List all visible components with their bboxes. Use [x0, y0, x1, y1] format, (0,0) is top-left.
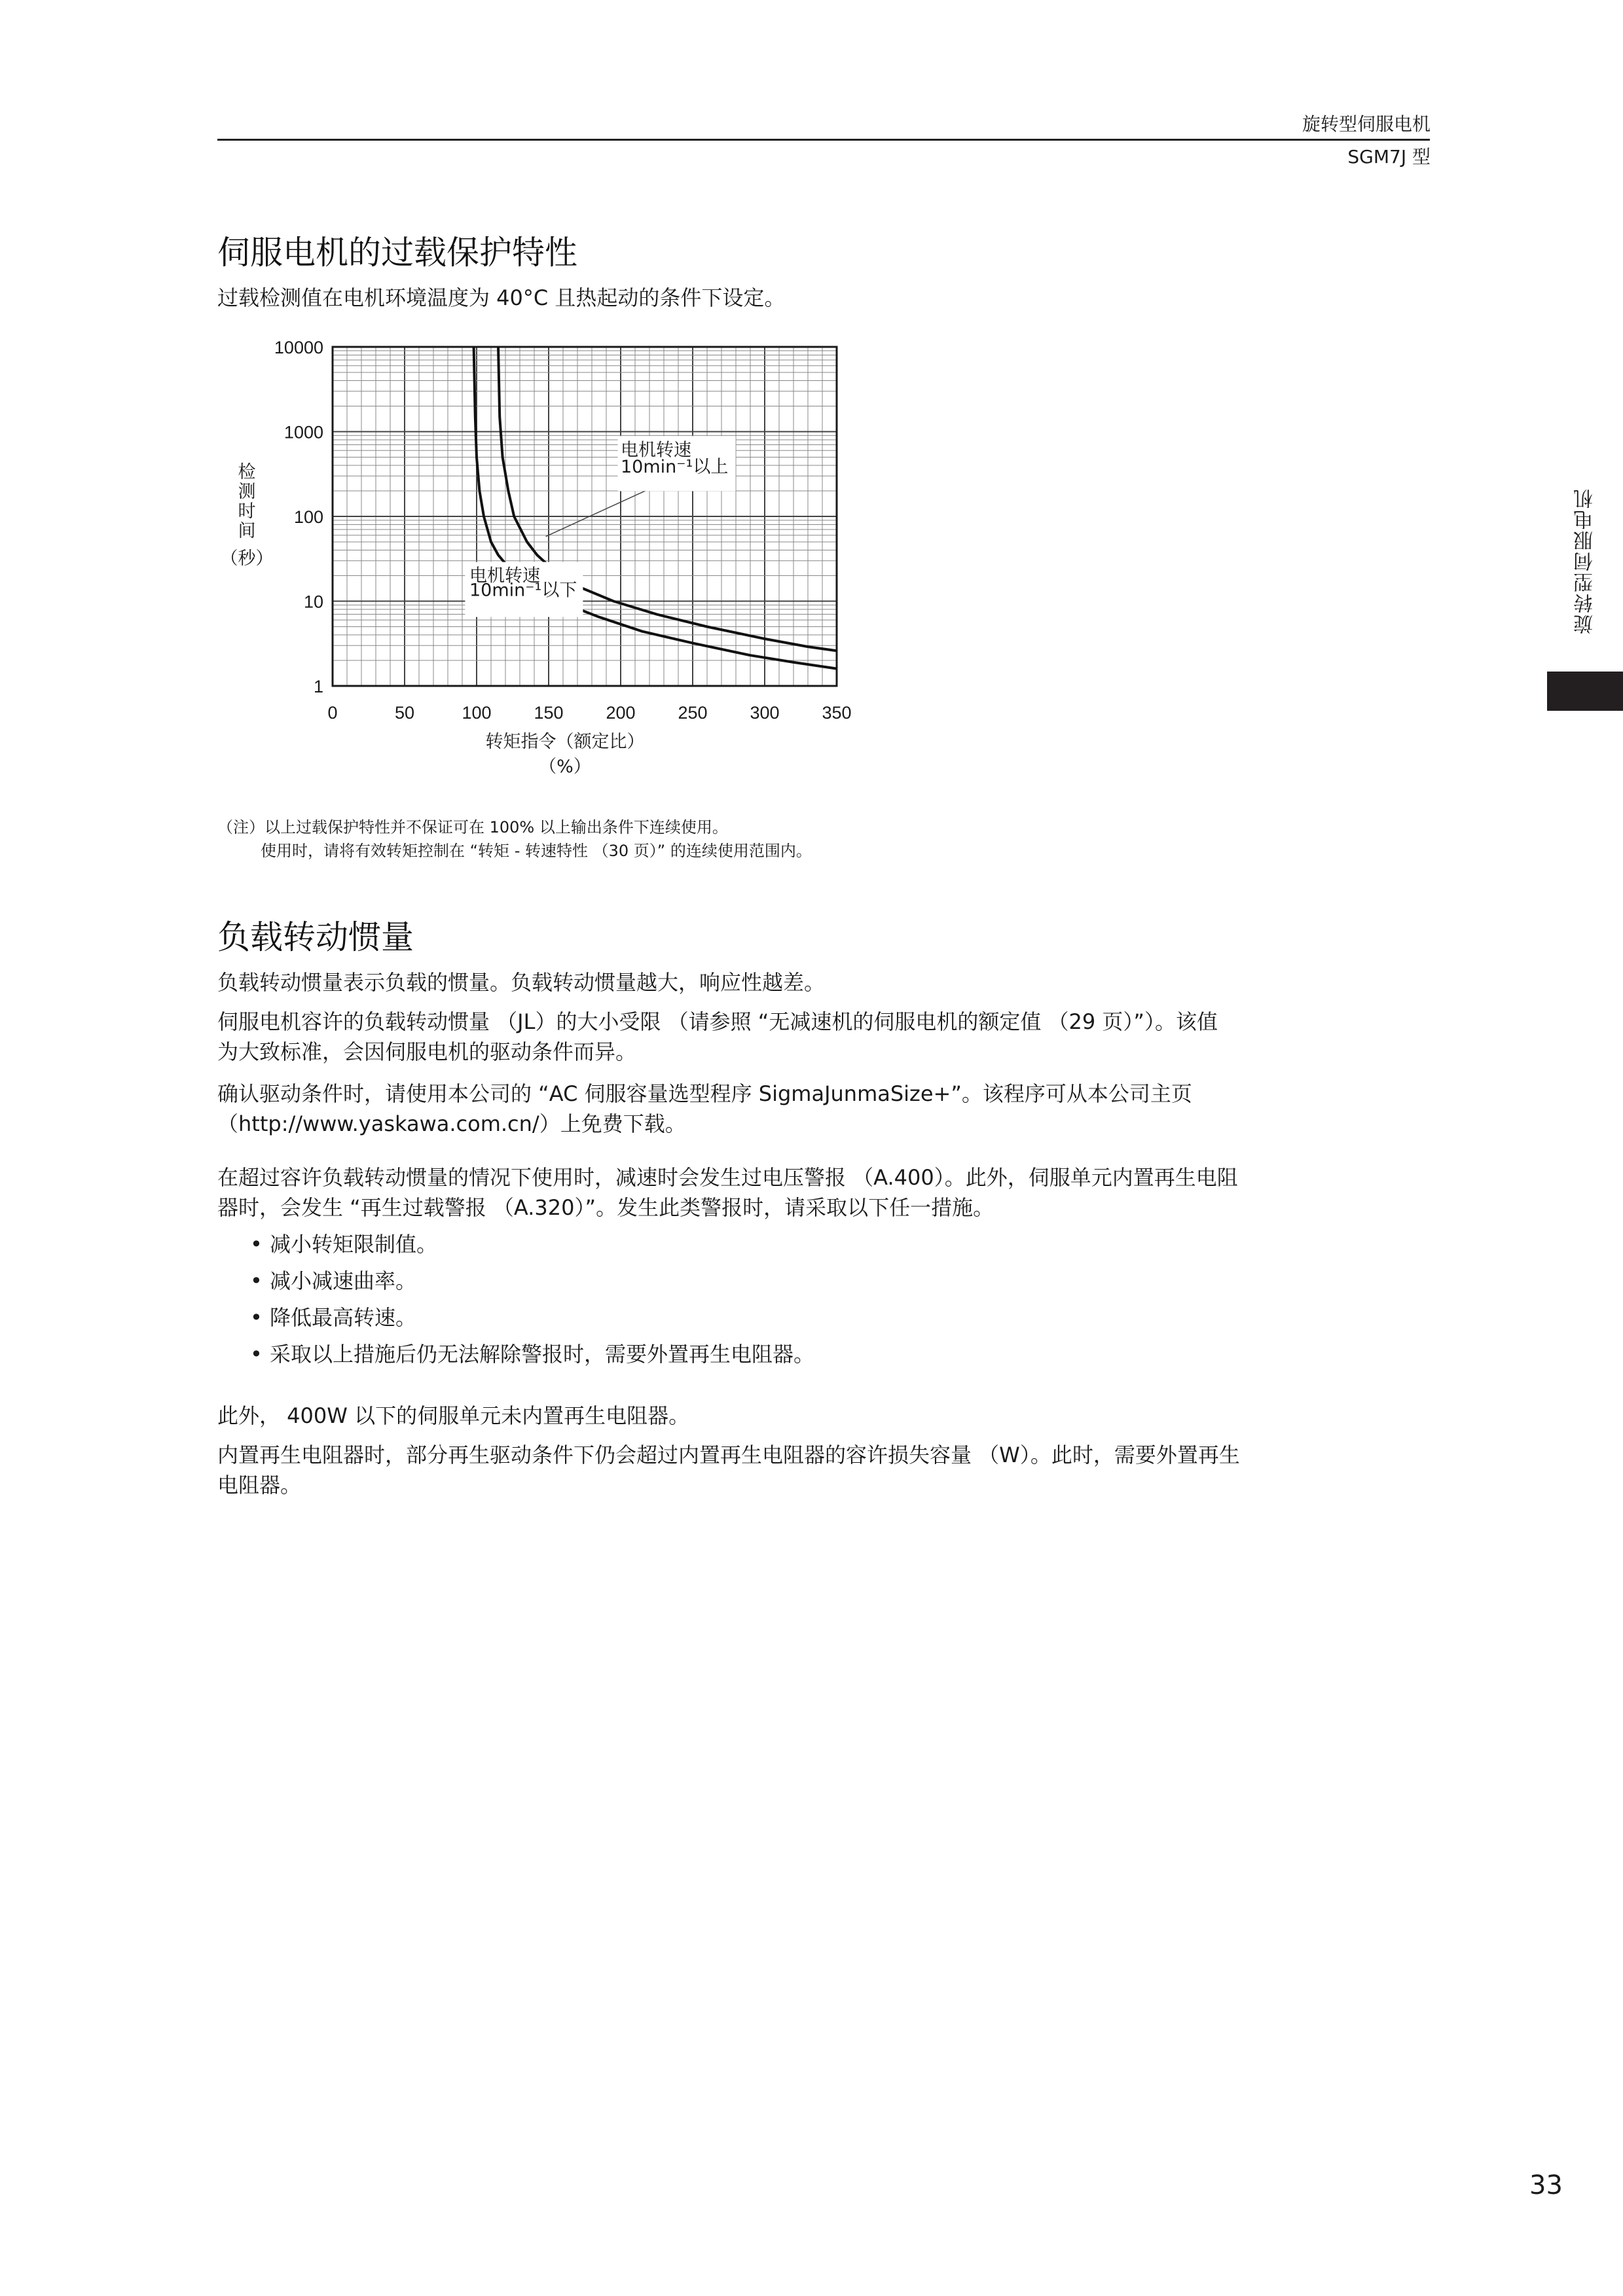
y-tick-label: 10000	[274, 338, 323, 357]
inertia-para-4-line-1: 在超过容许负载转动惯量的情况下使用时，减速时会发生过电压警报 （A.400）。此外，伺服单元内置再生电阻	[217, 1165, 1238, 1190]
y-axis-label-char: 测	[238, 482, 256, 502]
series-label-line2: 10min⁻¹以下	[469, 580, 577, 601]
x-tick-label: 300	[750, 703, 780, 723]
series-label-line1: 电机转速	[621, 440, 691, 461]
header-title: 旋转型伺服电机	[1302, 113, 1431, 135]
inertia-para-3-line-1: 确认驱动条件时，请使用本公司的 “AC 伺服容量选型程序 SigmaJunmaSize+”。该程序可从本公司主页	[217, 1081, 1192, 1106]
series-label-line1: 电机转速	[469, 565, 540, 586]
y-axis-label-char: 间	[238, 521, 256, 541]
side-tab-label: 旋转型伺服电机	[1574, 488, 1597, 634]
y-tick-label: 1	[313, 677, 323, 696]
overload-intro: 过载检测值在电机环境温度为 40°C 且热起动的条件下设定。	[217, 285, 786, 310]
inertia-para-5: 此外， 400W 以下的伺服单元未内置再生电阻器。	[217, 1403, 690, 1428]
x-axis-label: 转矩指令（额定比）	[485, 732, 645, 752]
y-axis-label-char: 检	[238, 462, 256, 482]
chart-axis-labels	[221, 462, 645, 777]
y-axis-unit: （秒）	[220, 548, 274, 569]
section-inertia-heading: 负载转动惯量	[217, 918, 414, 956]
chart-grid	[333, 347, 837, 686]
inertia-para-6-line-2: 电阻器。	[217, 1473, 302, 1498]
y-axis-label-char: 时	[238, 501, 256, 522]
y-tick-label: 1000	[283, 422, 323, 442]
y-tick-label: 10	[303, 592, 323, 612]
series-line-1	[474, 347, 837, 669]
x-tick-label: 350	[822, 703, 852, 723]
x-tick-label: 100	[462, 703, 492, 723]
x-tick-label: 50	[394, 703, 415, 723]
x-tick-label: 200	[606, 703, 636, 723]
chart-note-2: 使用时，请将有效转矩控制在 “转矩 - 转速特性 （30 页）” 的连续使用范围内。	[261, 842, 812, 860]
chart-curves	[474, 347, 837, 669]
overload-chart	[0, 0, 1623, 825]
x-tick-label: 0	[327, 703, 338, 723]
inertia-para-3-line-2: （http://www.yaskawa.com.cn/）上免费下载。	[217, 1111, 686, 1136]
header-model: SGM7J 型	[1347, 146, 1431, 168]
inertia-para-2-line-2: 为大致标准，会因伺服电机的驱动条件而异。	[217, 1039, 637, 1064]
chart-note-1: （注）以上过载保护特性并不保证可在 100% 以上输出条件下连续使用。	[217, 818, 728, 836]
section-overload-heading: 伺服电机的过载保护特性	[217, 234, 577, 272]
chart-leaders	[520, 479, 671, 564]
list-item: • 采取以上措施后仍无法解除警报时，需要外置再生电阻器。	[250, 1342, 815, 1367]
inertia-para-4-line-2: 器时，会发生 “再生过载警报 （A.320）”。发生此类警报时，请采取以下任一措施。	[217, 1195, 994, 1220]
list-item: • 减小转矩限制值。	[250, 1232, 438, 1257]
x-tick-label: 150	[534, 703, 564, 723]
page-number: 33	[1529, 2170, 1563, 2200]
y-tick-label: 100	[293, 507, 323, 527]
inertia-para-2-line-1: 伺服电机容许的负载转动惯量 （JL）的大小受限 （请参照 “无减速机的伺服电机的额定值 （29 页）”）。该值	[217, 1009, 1218, 1034]
inertia-para-1: 负载转动惯量表示负载的惯量。负载转动惯量越大，响应性越差。	[217, 970, 826, 995]
x-tick-label: 250	[678, 703, 708, 723]
list-item: • 降低最高转速。	[250, 1305, 417, 1330]
series-label-line2: 10min⁻¹以上	[621, 456, 729, 477]
inertia-para-6-line-1: 内置再生电阻器时，部分再生驱动条件下仍会超过内置再生电阻器的容许损失容量 （W）。此时，需要外置再生	[217, 1443, 1240, 1467]
x-axis-unit: （%）	[539, 757, 591, 777]
list-item: • 减小减速曲率。	[250, 1268, 417, 1293]
